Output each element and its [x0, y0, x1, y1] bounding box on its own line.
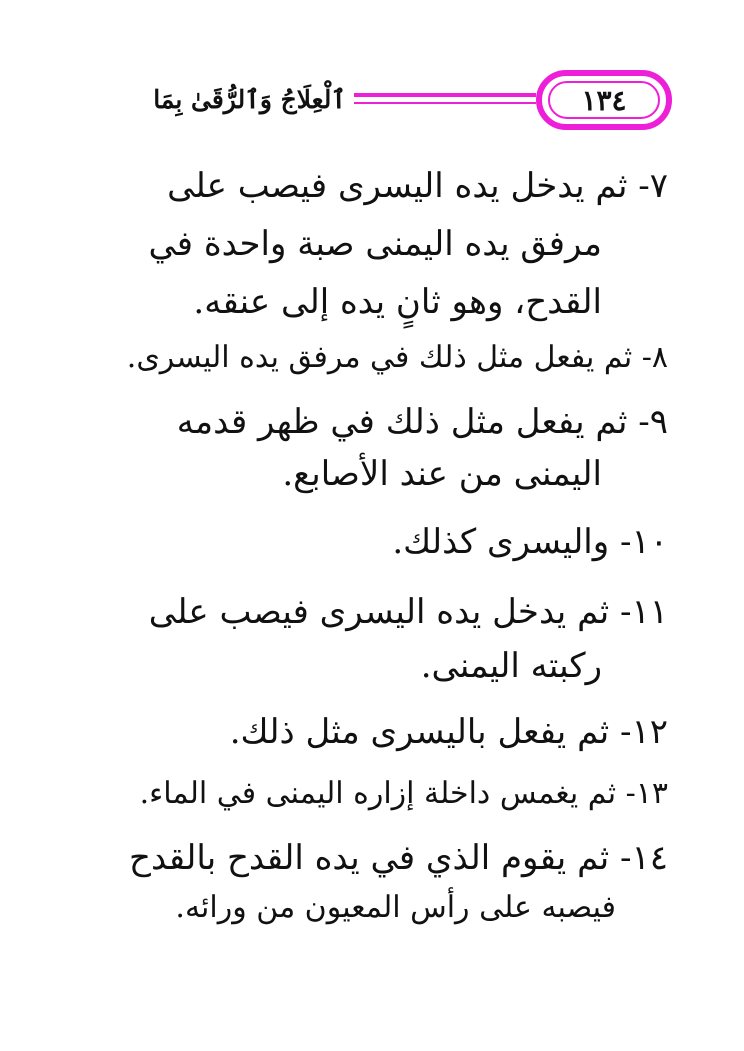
item-line: ١٠- واليسرى كذلك. — [392, 522, 668, 562]
item-line: ٩- ثم يفعل مثل ذلك في ظهر قدمه — [176, 402, 668, 442]
header-rule-thick — [354, 93, 536, 97]
running-title: ٱلْعِلَاجُ وَٱلرُّقَىٰ بِمَا — [153, 85, 346, 114]
item-line: ١١- ثم يدخل يده اليسرى فيصب على — [148, 592, 668, 632]
item-line: اليمنى من عند الأصابع. — [282, 454, 602, 494]
item-line: القدح، وهو ثانٍ يده إلى عنقه. — [193, 282, 602, 322]
item-line: مرفق يده اليمنى صبة واحدة في — [148, 224, 602, 264]
item-line: ١٤- ثم يقوم الذي في يده القدح بالقدح — [129, 838, 668, 878]
page-number-badge — [536, 70, 672, 130]
item-line: ١٢- ثم يفعل باليسرى مثل ذلك. — [229, 712, 668, 752]
page-number-badge-inner — [548, 81, 660, 119]
page-number: ١٣٤ — [581, 83, 627, 117]
item-line: ٨- ثم يفعل مثل ذلك في مرفق يده اليسرى. — [126, 340, 668, 375]
page-header — [90, 68, 672, 132]
item-line: فيصبه على رأس المعيون من ورائه. — [175, 890, 616, 925]
item-line: ركبته اليمنى. — [420, 646, 602, 686]
item-line: ٧- ثم يدخل يده اليسرى فيصب على — [167, 166, 668, 206]
header-rule-thin — [354, 102, 536, 104]
item-line: ١٣- ثم يغمس داخلة إزاره اليمنى في الماء. — [139, 776, 668, 811]
